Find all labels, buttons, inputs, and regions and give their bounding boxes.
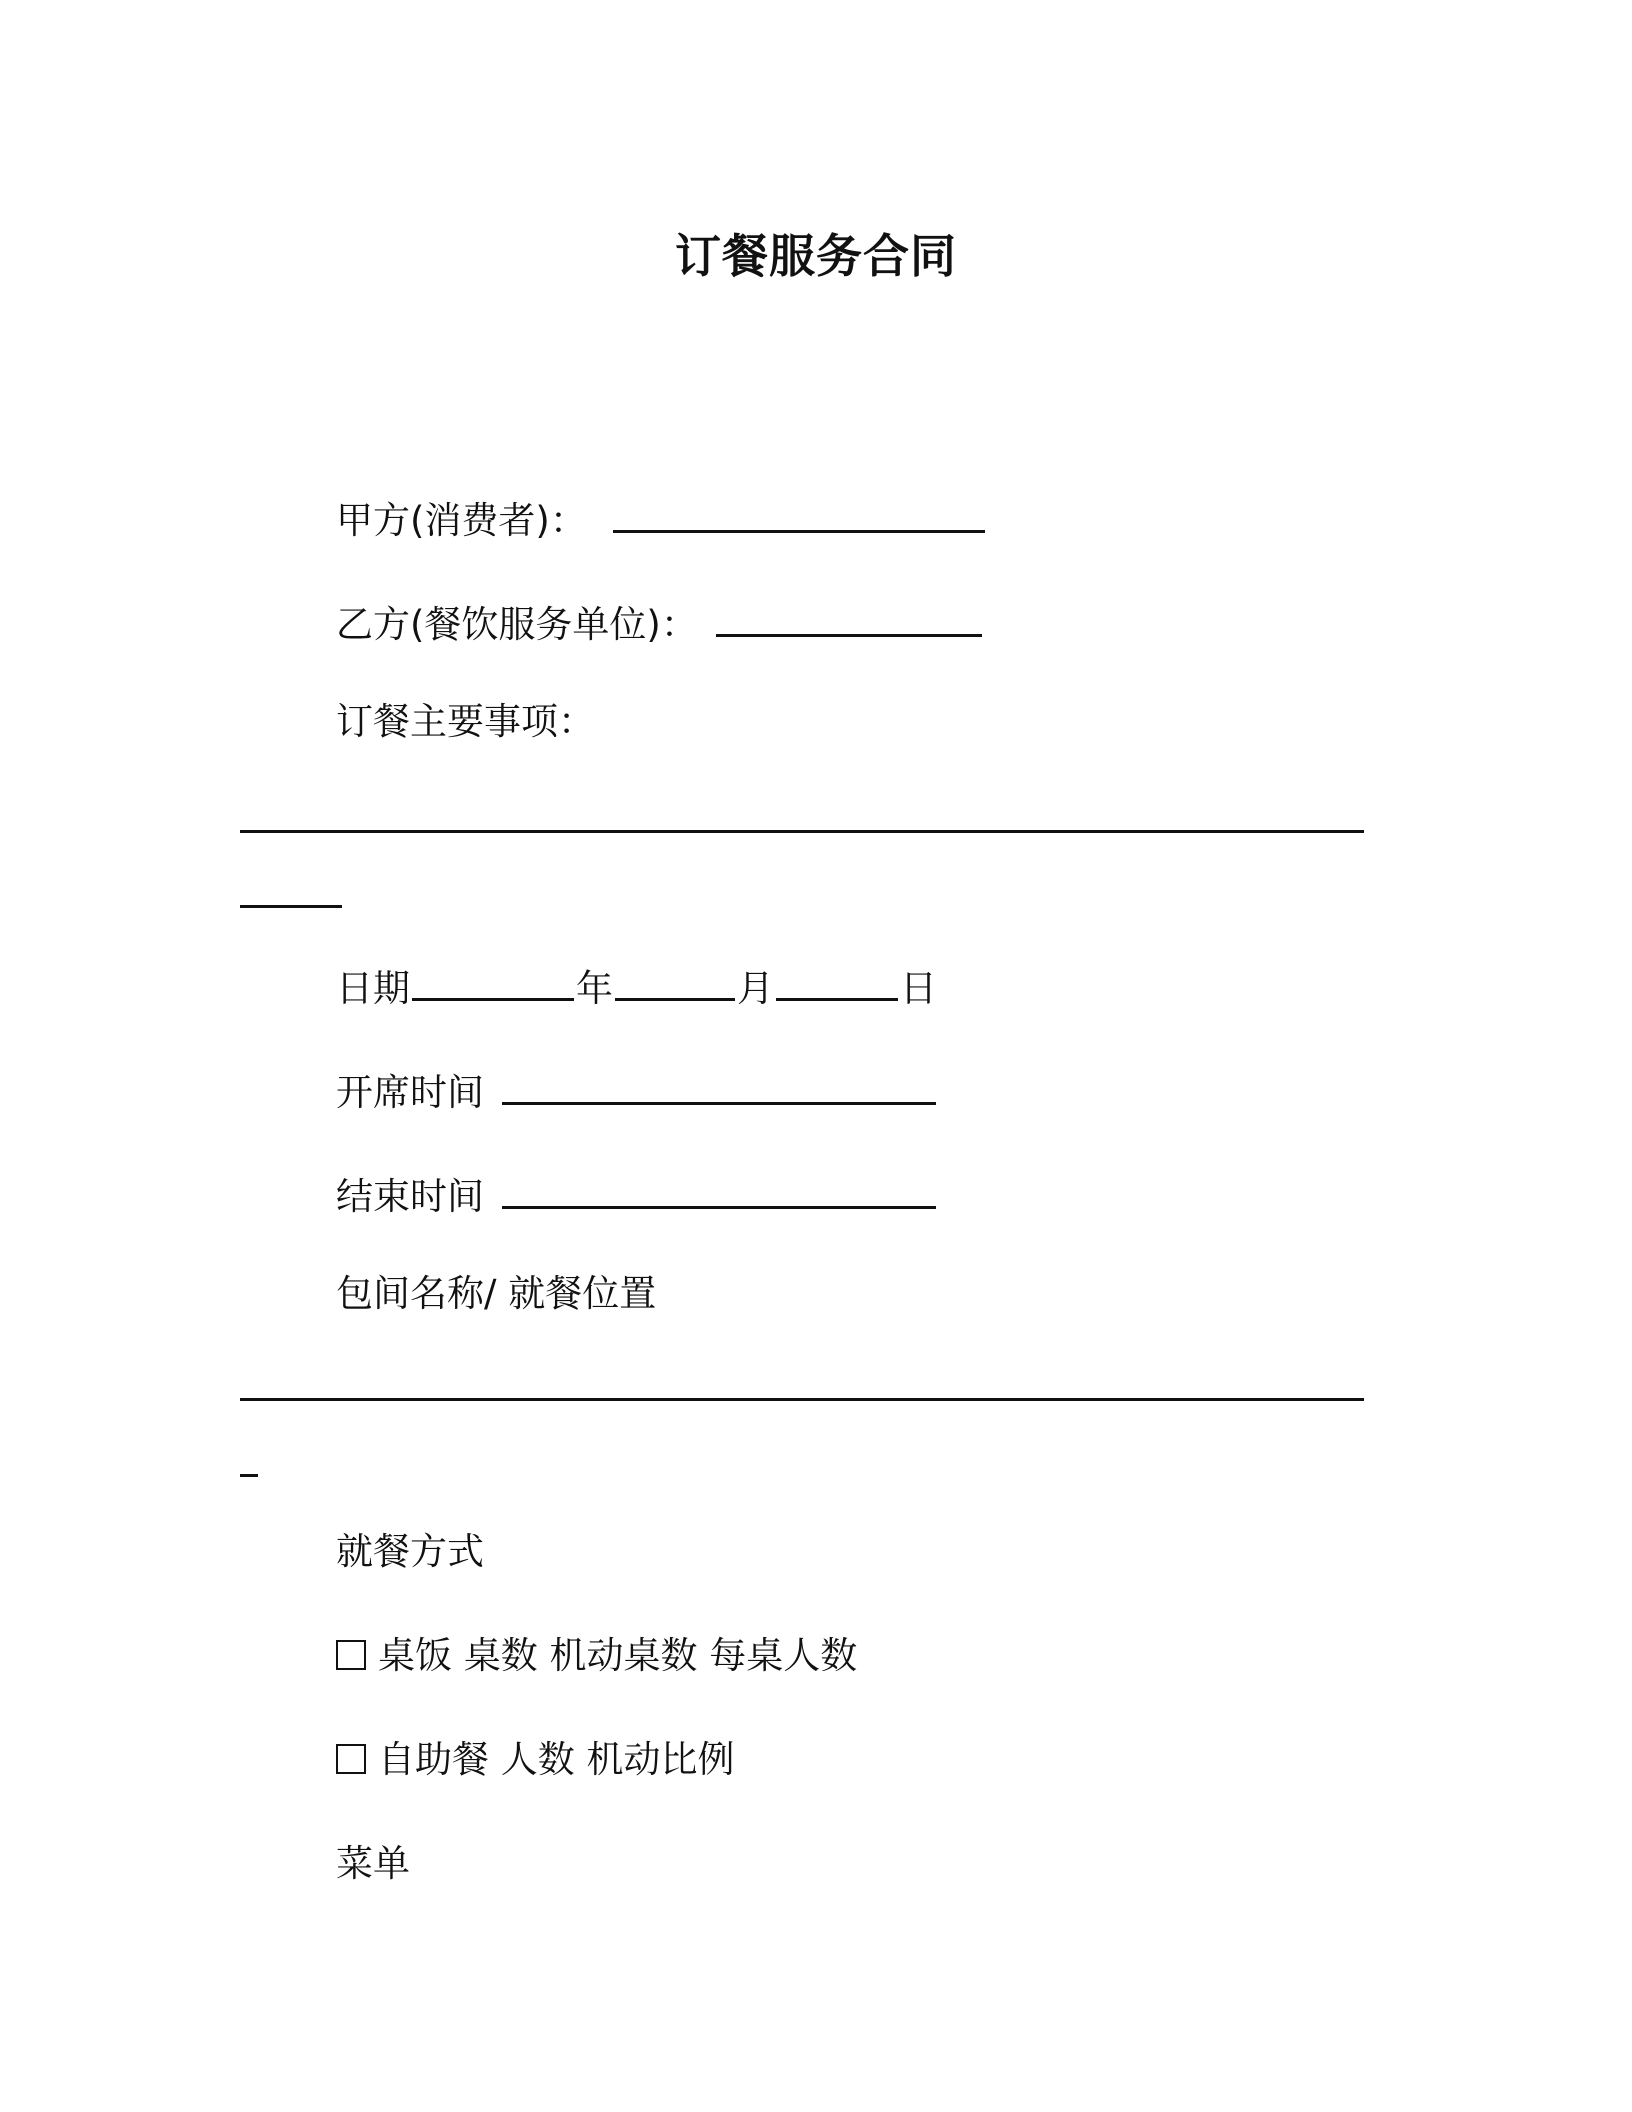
date-month-blank[interactable] xyxy=(615,960,735,1001)
date-day-label: 日 xyxy=(900,967,937,1010)
end-time-label: 结束时间 xyxy=(336,1175,484,1218)
party-b-line xyxy=(336,596,984,647)
dining-method-line xyxy=(336,1530,484,1574)
room-line xyxy=(336,1272,656,1316)
document-title: 订餐服务合同 xyxy=(675,229,957,283)
date-prefix: 日期 xyxy=(336,967,410,1010)
dining-method-label: 就餐方式 xyxy=(336,1530,484,1573)
party-a-label: 甲方(消费者)： xyxy=(336,499,587,542)
main-items-label: 订餐主要事项： xyxy=(336,700,595,743)
date-line xyxy=(336,960,937,1011)
party-a-blank[interactable] xyxy=(613,492,985,533)
main-items-blank-line-2[interactable] xyxy=(240,905,342,908)
start-time-label: 开席时间 xyxy=(336,1071,484,1114)
buffet-checkbox[interactable] xyxy=(336,1744,366,1774)
main-items-line xyxy=(336,700,595,744)
party-b-label: 乙方(餐饮服务单位)： xyxy=(336,603,698,646)
option-banquet-label: 桌饭 桌数 机动桌数 每桌人数 xyxy=(378,1634,858,1677)
date-year-label: 年 xyxy=(576,967,613,1010)
room-blank-line-2[interactable] xyxy=(240,1474,258,1477)
date-year-blank[interactable] xyxy=(412,960,574,1001)
room-label: 包间名称/ 就餐位置 xyxy=(336,1272,657,1315)
date-day-blank[interactable] xyxy=(776,960,898,1001)
start-time-line xyxy=(336,1064,938,1115)
menu-label: 菜单 xyxy=(336,1842,410,1885)
party-b-blank[interactable] xyxy=(716,596,982,637)
option-banquet-line xyxy=(336,1634,857,1678)
date-month-label: 月 xyxy=(737,967,774,1010)
start-time-blank[interactable] xyxy=(502,1064,936,1105)
end-time-line xyxy=(336,1168,938,1219)
room-blank-line-1[interactable] xyxy=(240,1398,1364,1401)
main-items-blank-line-1[interactable] xyxy=(240,830,1364,833)
party-a-line xyxy=(336,492,987,543)
banquet-checkbox[interactable] xyxy=(336,1640,366,1670)
end-time-blank[interactable] xyxy=(502,1168,936,1209)
menu-line xyxy=(336,1842,410,1886)
option-buffet-label: 自助餐 人数 机动比例 xyxy=(378,1738,735,1781)
option-buffet-line xyxy=(336,1738,735,1782)
